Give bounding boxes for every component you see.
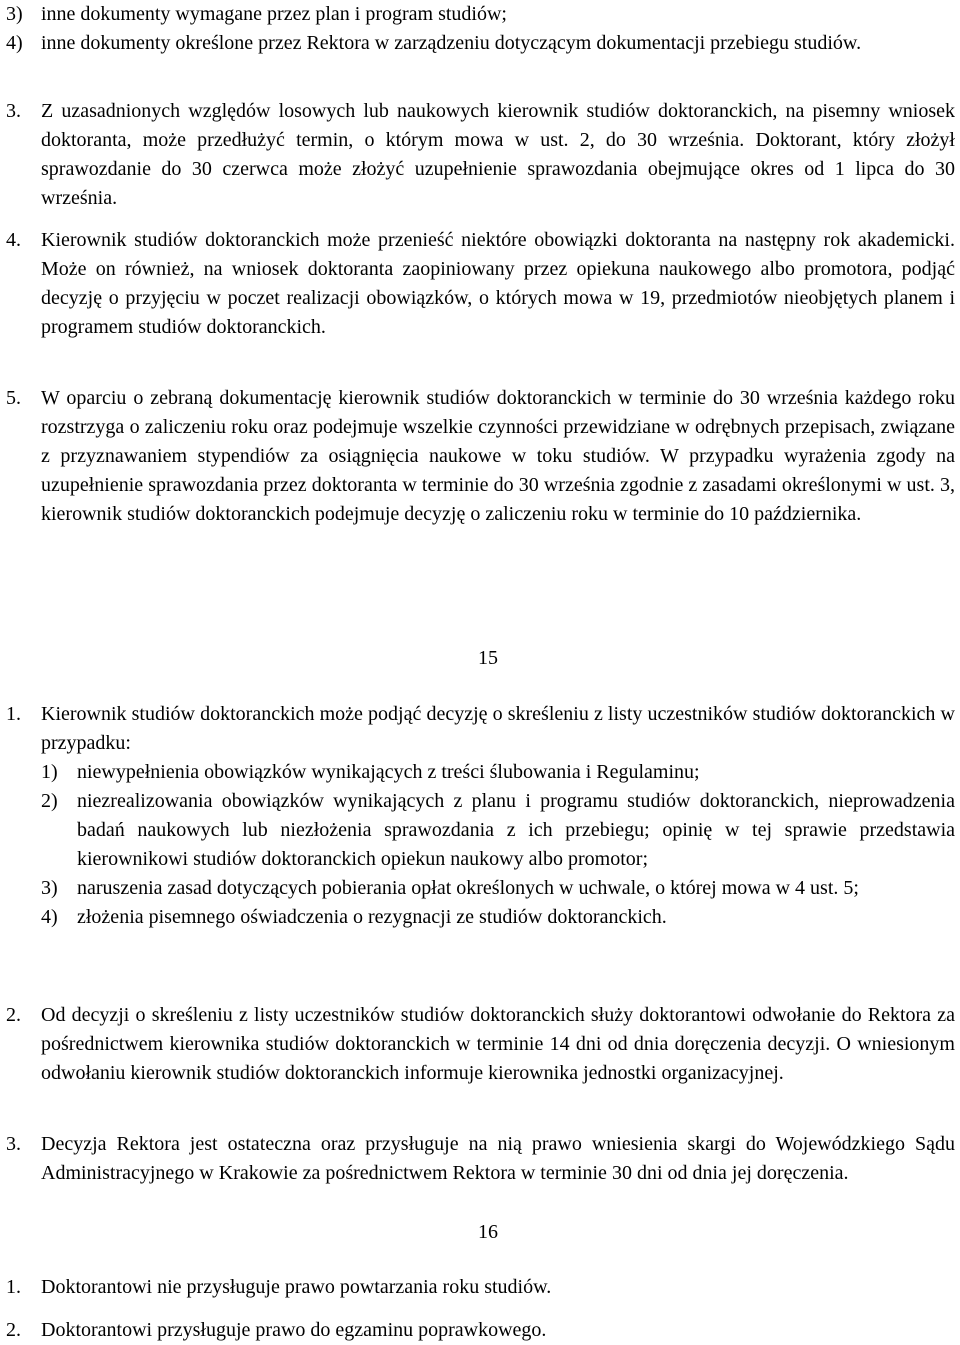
paragraph-text: Z uzasadnionych względów losowych lub naukowych kierownik studiów doktoranckich, na pisemny wniosek doktoranta, może przedłużyć termin, o którym mowa w ust. 2, do 30 września. Doktorant, który złożył sprawozdanie do 30 czerwca może złożyć uzupełnienie sprawozdania obejmujące okres od 1 lipca do 30 września. xyxy=(41,100,955,209)
section-16-paragraph-1 xyxy=(0,1273,955,1302)
section-15-paragraph-2 xyxy=(0,1001,955,1088)
item-number: 1) xyxy=(41,761,58,783)
item-number: 4) xyxy=(41,906,58,928)
paragraph-number: 1. xyxy=(6,1276,21,1298)
paragraph-text: Decyzja Rektora jest ostateczna oraz przysługuje na nią prawo wniesienia skargi do Wojewódzkiego Sądu Administracyjnego w Krakowie za pośrednictwem Rektora w terminie 30 dni od dnia jej doręczenia. xyxy=(41,1133,955,1184)
list-item xyxy=(0,903,955,932)
item-text: naruszenia zasad dotyczących pobierania opłat określonych w uchwale, o której mowa w 4 ust. 5; xyxy=(77,877,859,899)
list-item xyxy=(0,874,955,903)
paragraph-text: Doktorantowi nie przysługuje prawo powtarzania roku studiów. xyxy=(41,1276,552,1298)
paragraph-number: 2. xyxy=(6,1319,21,1341)
list-item xyxy=(0,758,955,787)
paragraph-5 xyxy=(0,384,955,529)
item-number: 3) xyxy=(6,3,23,25)
section-heading-15 xyxy=(460,644,560,673)
paragraph-text: Kierownik studiów doktoranckich może podjąć decyzję o skreśleniu z listy uczestników studiów doktoranckich w przypadku: xyxy=(41,703,955,754)
list-item xyxy=(0,0,955,29)
section-15-paragraph-3 xyxy=(0,1130,955,1188)
paragraph-3 xyxy=(0,97,955,213)
item-text: inne dokumenty określone przez Rektora w zarządzeniu dotyczącym dokumentacji przebiegu studiów. xyxy=(41,32,862,54)
paragraph-number: 3. xyxy=(6,1133,21,1155)
item-number: 4) xyxy=(6,32,23,54)
paragraph-4 xyxy=(0,226,955,342)
paragraph-number: 3. xyxy=(6,100,21,122)
item-text: inne dokumenty wymagane przez plan i program studiów; xyxy=(41,3,507,25)
paragraph-text: W oparciu o zebraną dokumentację kierownik studiów doktoranckich w terminie do 30 września każdego roku rozstrzyga o zaliczeniu roku oraz podejmuje wszelkie czynności przewidziane w odrębnych przepisach, związane z przyznawaniem stypendiów za osiągnięcia naukowe w toku studiów. W przypadku wyrażenia zgody na uzupełnienie sprawozdania przez doktoranta w terminie do 30 września zgodnie z zasadami określonymi w ust. 3, kierownik studiów doktoranckich podejmuje decyzję o zaliczeniu roku w terminie do 10 października. xyxy=(41,387,955,525)
list-item xyxy=(0,29,955,58)
paragraph-number: 2. xyxy=(6,1004,21,1026)
paragraph-number: 5. xyxy=(6,387,21,409)
section-number: 16 xyxy=(478,1221,498,1243)
item-text: niewypełnienia obowiązków wynikających z treści ślubowania i Regulaminu; xyxy=(77,761,700,783)
item-number: 3) xyxy=(41,877,58,899)
paragraph-text: Kierownik studiów doktoranckich może przenieść niektóre obowiązki doktoranta na następny rok akademicki. Może on również, na wniosek doktoranta zaopiniowany przez opiekuna naukowego albo promotora, podjąć decyzję o przyjęciu w poczet realizacji obowiązków, o których mowa w 19, przedmiotów nieobjętych planem i programem studiów doktoranckich. xyxy=(41,229,955,338)
paragraph-number: 4. xyxy=(6,229,21,251)
item-text: niezrealizowania obowiązków wynikających z planu i programu studiów doktoranckich, nieprowadzenia badań naukowych lub niezłożenia sprawozdania z ich przebiegu; opinię w tej sprawie przedstawia kierownikowi studiów doktoranckich opiekun naukowy albo promotor; xyxy=(77,790,955,870)
item-number: 2) xyxy=(41,790,58,812)
paragraph-text: Doktorantowi przysługuje prawo do egzaminu poprawkowego. xyxy=(41,1319,547,1341)
section-16-paragraph-2 xyxy=(0,1316,955,1345)
item-text: złożenia pisemnego oświadczenia o rezygnacji ze studiów doktoranckich. xyxy=(77,906,667,928)
list-item xyxy=(0,787,955,874)
paragraph-text: Od decyzji o skreśleniu z listy uczestników studiów doktoranckich służy doktorantowi odwołanie do Rektora za pośrednictwem kierownika studiów doktoranckich w terminie 14 dni od dnia doręczenia decyzji. O wniesionym odwołaniu kierownik studiów doktoranckich informuje kierownika jednostki organizacyjnej. xyxy=(41,1004,955,1084)
section-heading-16 xyxy=(460,1218,560,1247)
paragraph-number: 1. xyxy=(6,703,21,725)
section-number: 15 xyxy=(478,647,498,669)
section-15-paragraph-1 xyxy=(0,700,955,932)
top-list xyxy=(0,0,955,58)
